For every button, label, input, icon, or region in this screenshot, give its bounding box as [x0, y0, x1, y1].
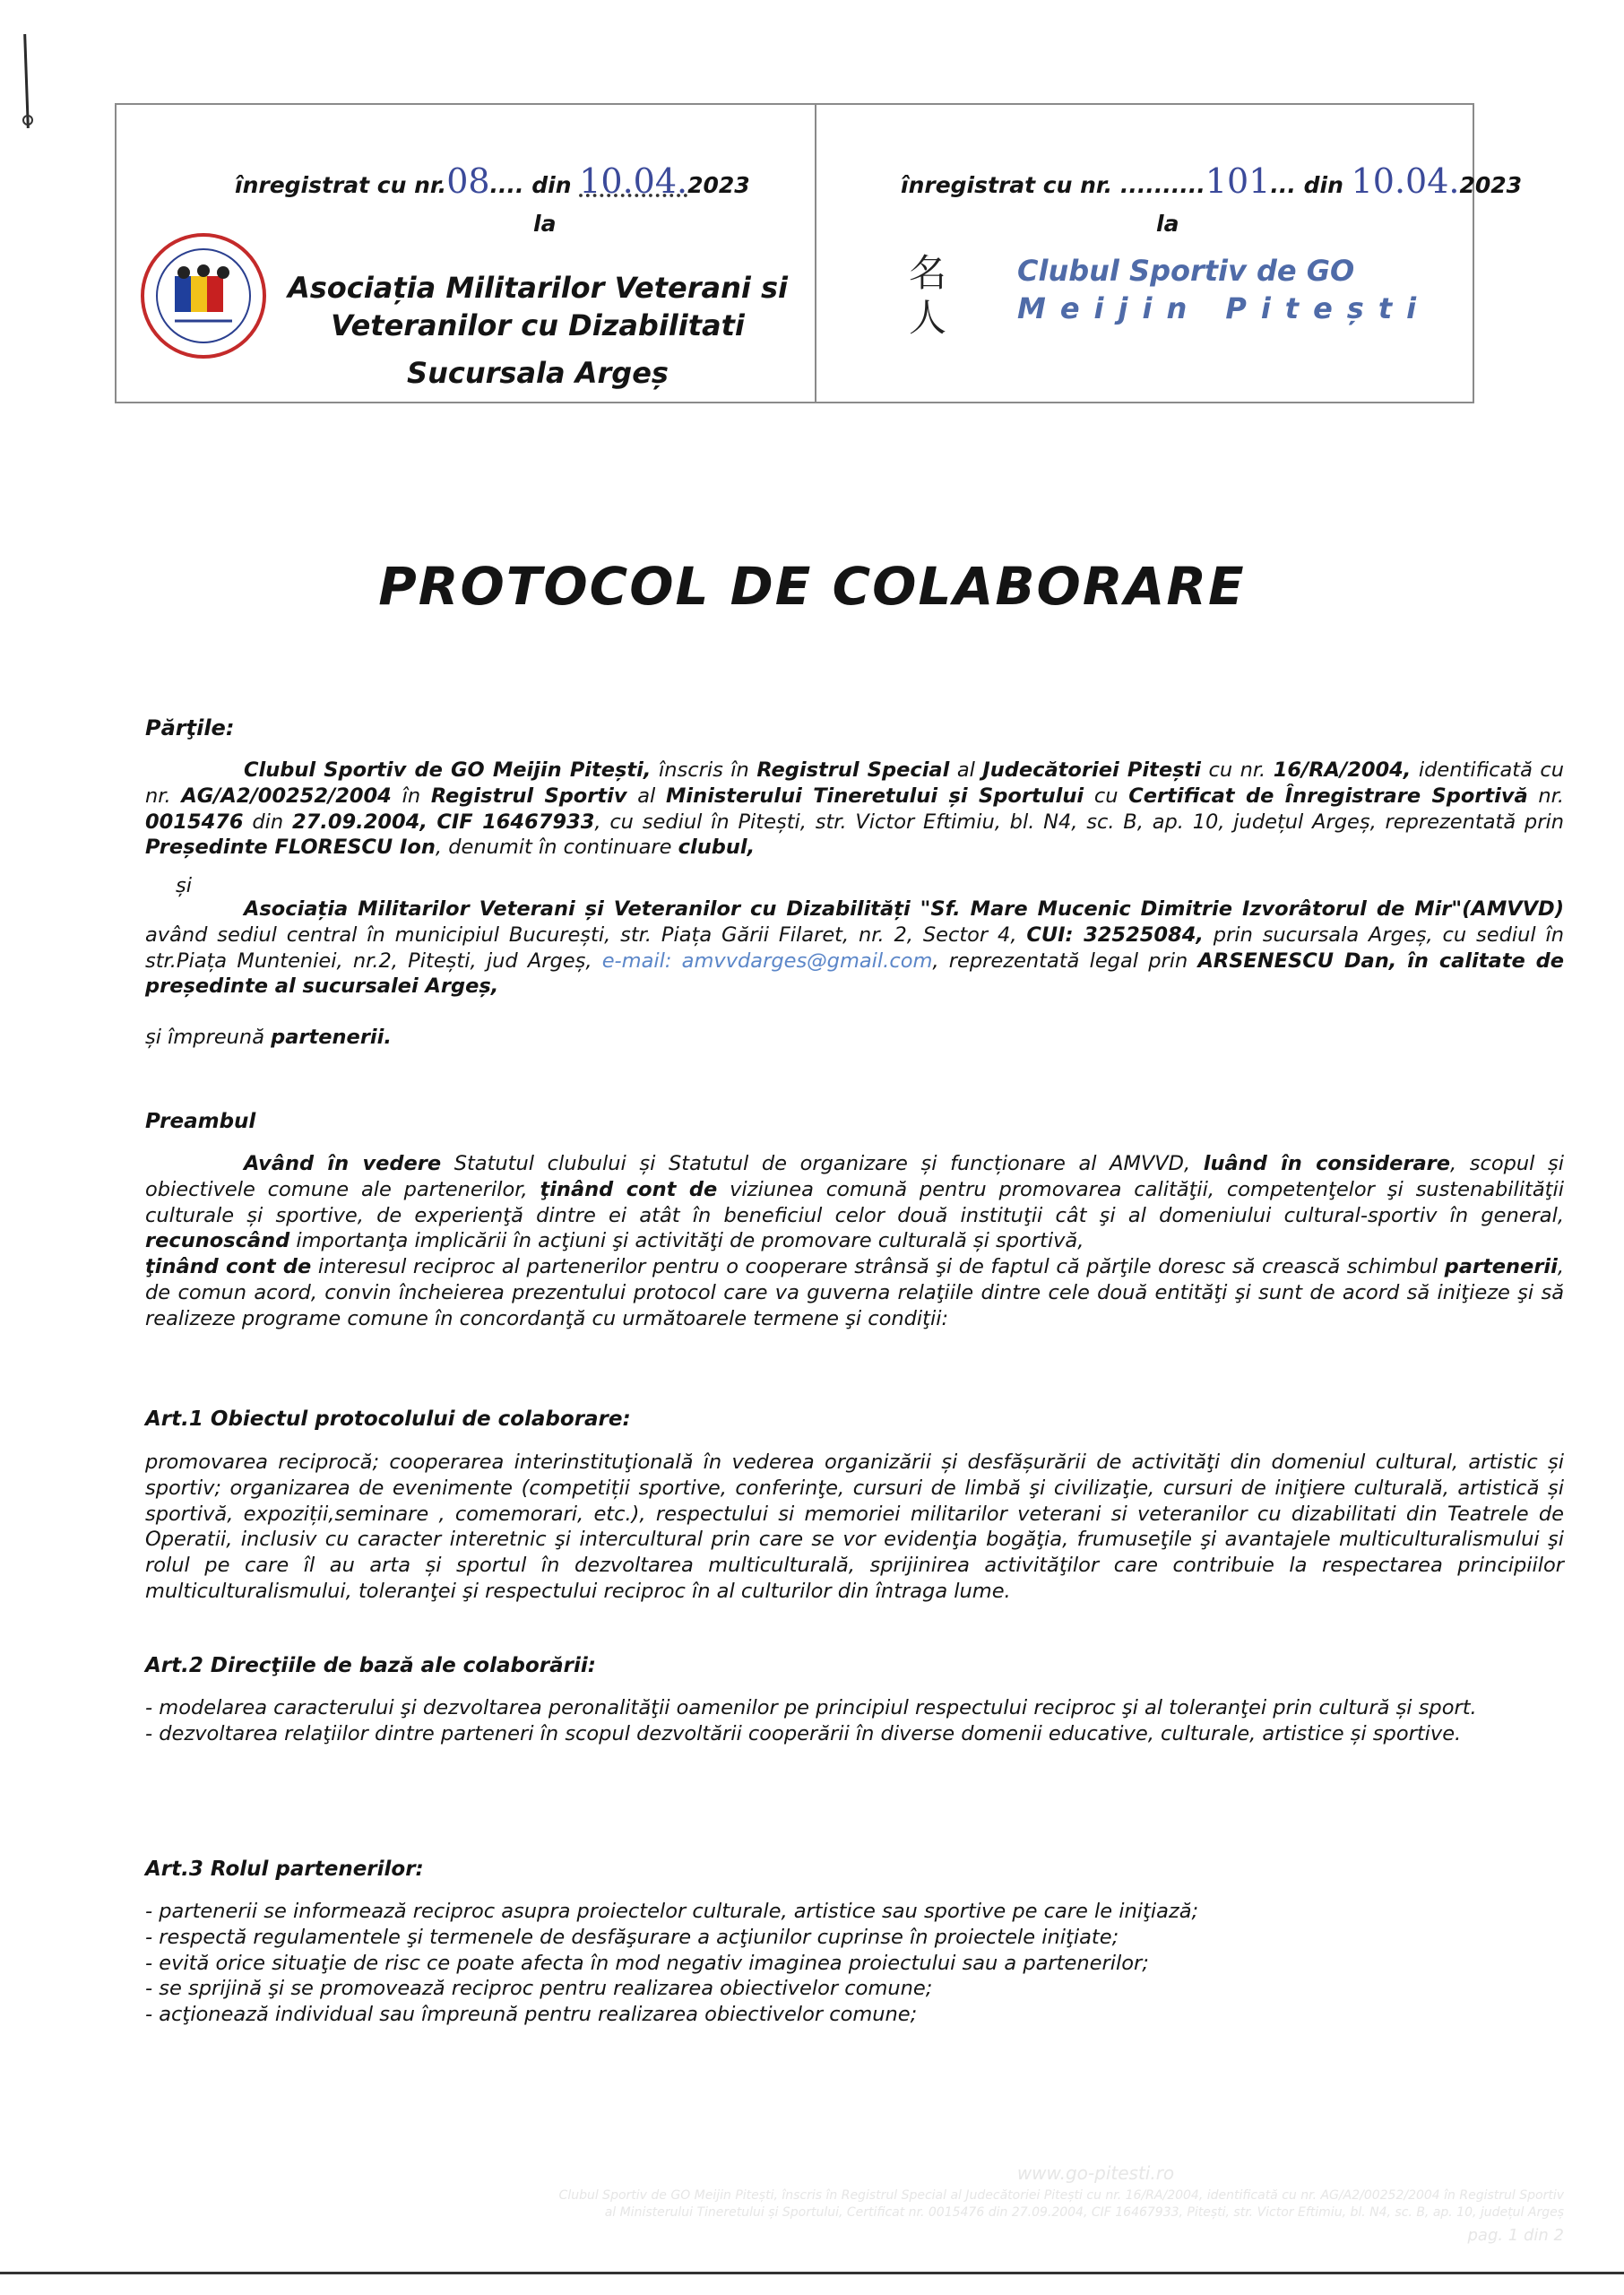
right-reg-number: 101 [1205, 161, 1271, 201]
right-club-name-line1: Clubul Sportiv de GO [1017, 254, 1355, 288]
art2-item: - modelarea caracterului şi dezvoltarea peronalităţii oamenilor pe principiul respectului reciproc şi al toleranţei prin cultură și sport. [145, 1696, 1477, 1719]
art2-heading: Art.2 Direcţiile de bază ale colaborării: [145, 1654, 596, 1677]
parties-heading: Părţile: [145, 715, 235, 740]
left-organization-branch: Sucursala Argeș [407, 356, 669, 390]
email-link[interactable]: e-mail: amvvdarges@gmail.com [601, 948, 933, 973]
art1-body: promovarea reciprocă; cooperarea interinstituţională în vederea organizării și desfășurării de activităţi din domeniul cultural, artistic și sportiv; organizarea de evenimente (competiții sportive, conferinţe, cursuri de limbă şi civilizaţie, cursuri de iniţiere culturală, artistică și sportivă, expoziții,seminare , comemorari, etc.), respectului si memoriei militarilor veterani si veteranilor cu dizabilitati din Teatrele de Operatii, inclusiv cu caracter interetnic şi intercultural prin care se vor evidenţia bogăţia, frumuseţile şi avantajele multiculturalismului şi rolul pe care îl au arta și sportul în dezvoltarea multiculturală, sprijinirea activităţilor care contribuie la respectarea principiilor multiculturalismului, toleranţei şi respectului reciproc în al culturilor din întraga lume. [145, 1451, 1564, 1603]
art3-item: - se sprijină şi se promovează reciproc pentru realizarea obiectivelor comune; [145, 1977, 933, 2001]
party1-paragraph: Clubul Sportiv de GO Meijin Pitești, înscris în Registrul Special al Judecătoriei Pitești cu nr. 16/RA/2004, identificată cu nr. AG/A2/00252/2004 în Registrul Sportiv al Ministerului Tineretului și Sportului cu Certificat de Înregistrare Sportivă nr. 0015476 din 27.09.2004, CIF 16467933, cu sediul în Pitești, str. Victor Eftimiu, bl. N4, sc. B, ap. 10, județul Argeș, reprezentată prin Președinte FLORESCU Ion, denumit în continuare clubul, [145, 758, 1565, 860]
amvvd-arges-logo [139, 231, 269, 361]
party2-paragraph: Asociația Militarilor Veterani și Veteranilor cu Dizabilități "Sf. Mare Mucenic Dimitrie Izvorâtorul de Mir"(AMVVD) având sediul central în municipiul București, str. Piața Gării Filaret, nr. 2, Sector 4, CUI: 32525084, prin sucursala Argeș, cu sediul în str.Piața Munteniei, nr.2, Pitești, jud Argeș, e-mail: amvvdarges@gmail.com, reprezentată legal prin ARSENESCU Dan, în calitate de președinte al sucursalei Argeș, [145, 897, 1565, 999]
document-title: PROTOCOL DE COLABORARE [378, 556, 1246, 617]
left-la: la [533, 211, 557, 237]
scan-bottom-edge [0, 2272, 1624, 2274]
header-divider [815, 103, 816, 403]
and-connector: și [176, 874, 192, 897]
art3-heading: Art.3 Rolul partenerilor: [145, 1858, 424, 1881]
footer-text: Clubul Sportiv de GO Meijin Pitești, înscris în Registrul Special al Judecătoriei Pitești cu nr. 16/RA/2004, identificată cu nr. AG/A2/00252/2004 în Registrul Sportiv al Ministerului Tineretului și Sportului, Certificat nr. 0015476 din 27.09.2004, CIF 16467933, Pitești, str. Victor Eftimiu, bl. N4, sc. B, ap. 10, județul Argeș [558, 2188, 1564, 2220]
right-club-name-line2: Meijin Pitești [1017, 291, 1431, 325]
right-registration-line: înregistrat cu nr. ..........101... din 10.04.2023 [901, 161, 1523, 201]
left-reg-number: 08 [446, 161, 490, 201]
art3-item: - acţionează individual sau împreună pentru realizarea obiectivelor comune; [145, 2003, 918, 2027]
meijin-kanji-logo: 名人 [908, 251, 946, 340]
art2-item: - dezvoltarea relaţiilor dintre parteneri în scopul dezvoltării cooperării în diverse domenii educative, culturale, artistice și sportive. [145, 1721, 1462, 1745]
art3-item: - respectă regulamentele şi termenele de desfăşurare a acţiunilor cuprinse în proiectele iniţiate; [145, 1925, 1119, 1949]
art1-heading: Art.1 Obiectul protocolului de colaborare: [145, 1407, 631, 1431]
left-reg-date: 10.04. [579, 161, 688, 201]
preamble-heading: Preambul [145, 1110, 256, 1133]
right-reg-date: 10.04. [1351, 161, 1460, 201]
footer-page-number: pag. 1 din 2 [1467, 2226, 1564, 2245]
left-registration-line: înregistrat cu nr.08.... din 10.04.2023 [235, 161, 750, 201]
art3-list [145, 1899, 1564, 2028]
footer-website: www.go-pitesti.ro [1016, 2162, 1175, 2184]
art3-item: - partenerii se informează reciproc asupra proiectelor culturale, artistice sau sportive pe care le iniţiază; [145, 1900, 1199, 1923]
scan-dot [22, 115, 33, 126]
art2-list [145, 1695, 1564, 1747]
art3-item: - evită orice situaţie de risc ce poate afecta în mod negativ imaginea proiectului sau a partenerilor; [145, 1951, 1149, 1975]
right-la: la [1156, 211, 1179, 237]
left-organization-name: Asociația Militarilor Veterani si Veteranilor cu Dizabilitati [287, 271, 788, 342]
together-line: și împreună partenerii. [145, 1026, 392, 1049]
preamble-paragraph: Având în vedere Statutul clubului și Statutul de organizare și funcționare al AMVVD, luând în considerare, scopul și obiectivele comune ale partenerilor, ţinând cont de viziunea comună pentru promovarea calităţii, competenţelor şi sustenabilităţii culturale și sportive, de experienţă dintre ei atât în beneficiul celor două instituţii cât şi al domeniului cultural-sportiv în general, recunoscând importanţa implicării în acţiuni şi activităţi de promovare culturală și sportivă, ţinând cont de interesul reciproc al partenerilor pentru o cooperare strânsă şi de faptul că părţile doresc să crească schimbul partenerii, de comun acord, convin încheierea prezentului protocol care va guverna relaţiile dintre cele două entităţi şi sunt de acord să iniţieze şi să realizeze programe comune în concordanţă cu următoarele termene şi condiţii: [145, 1152, 1564, 1330]
